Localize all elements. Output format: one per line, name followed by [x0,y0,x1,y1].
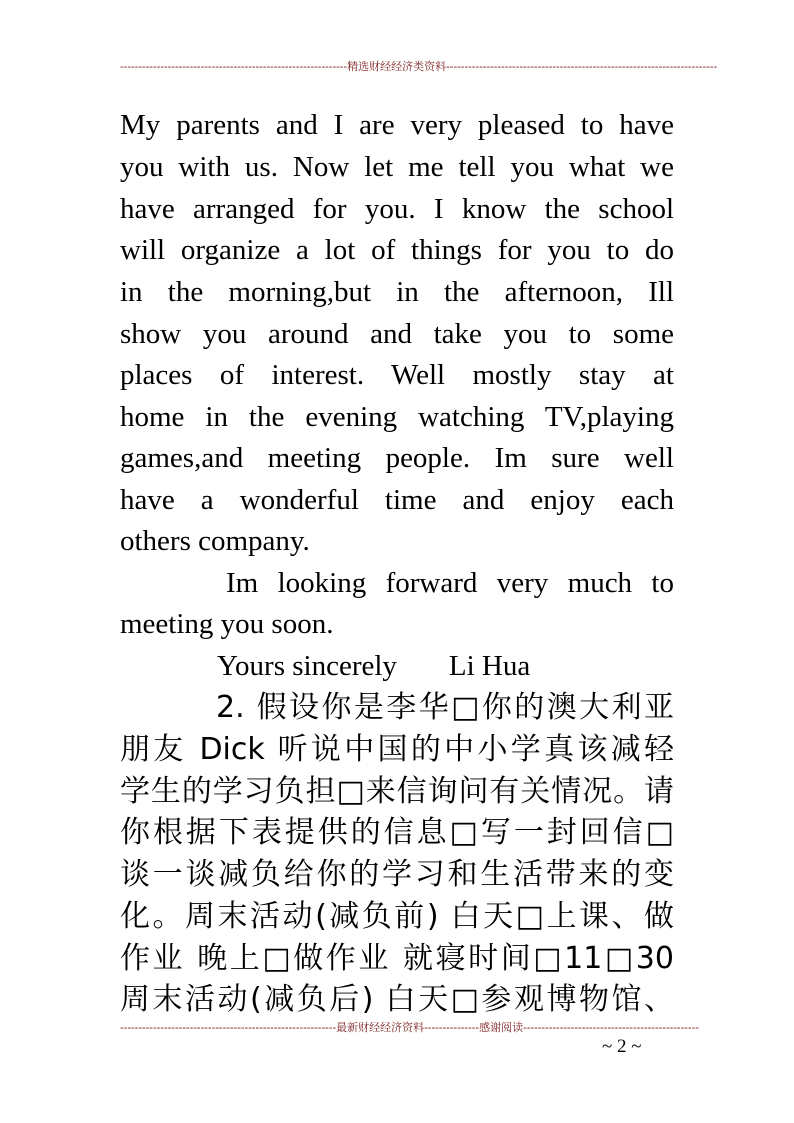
footer-right-dashes: ------------------------------------------------ [523,1022,699,1034]
body-line: have arranged for you. I know the school [120,193,674,225]
body-line: games,and meeting people. Im sure well [120,442,674,474]
page-number: ~ 2 ~ [602,1036,642,1057]
task-line: 朋友 Dick 听说中国的中小学真该减轻 [120,732,674,767]
body-line: others company. [120,525,310,557]
header-left-dashes: -------------------------------------------------------------- [120,61,348,73]
body-line: home in the evening watching TV,playing [120,401,674,433]
task-line: 你根据下表提供的信息□写一封回信□ [120,815,674,850]
body-line: show you around and take you to some [120,318,674,350]
body-line: in the morning,but in the afternoon, Ill [120,276,674,308]
body-line: My parents and I are very pleased to have [120,109,674,141]
footer-label-left: 最新财经经济资料 [336,1022,425,1034]
signature-name: Li Hua [448,650,531,682]
header-title: 精选财经经济类资料 [347,61,447,73]
footer-label-right: 感谢阅读 [479,1022,524,1034]
closing-line: meeting you soon. [120,608,334,640]
body-line: places of interest. Well mostly stay at [120,359,674,391]
header-right-dashes: -------------------------------------------------------------------------- [446,61,718,73]
task-line: 作业 晚上□做作业 就寝时间□11□30 [120,941,674,976]
closing-line: Im looking forward very much to [226,567,674,599]
task-line: 周末活动(减负后) 白天□参观博物馆、 [120,982,674,1017]
footer-middle-dashes: --------------- [424,1022,480,1034]
header-rule [120,59,718,75]
signature-label: Yours sincerely [217,650,397,682]
body-line: you with us. Now let me tell you what we [120,151,674,183]
body-line: will organize a lot of things for you to do [120,234,674,266]
signature-line [217,646,530,686]
task-line: 学生的学习负担□来信询问有关情况。请 [120,774,674,809]
task-line: 化。周末活动(减负前) 白天□上课、做 [120,899,674,934]
task-line: 2. 假设你是李华□你的澳大利亚 [216,690,674,725]
body-line: have a wonderful time and enjoy each [120,484,674,516]
footer-left-dashes: ----------------------------------------------------------- [120,1022,337,1034]
footer-rule [120,1020,699,1036]
task-line: 谈一谈减负给你的学习和生活带来的变 [120,857,674,892]
